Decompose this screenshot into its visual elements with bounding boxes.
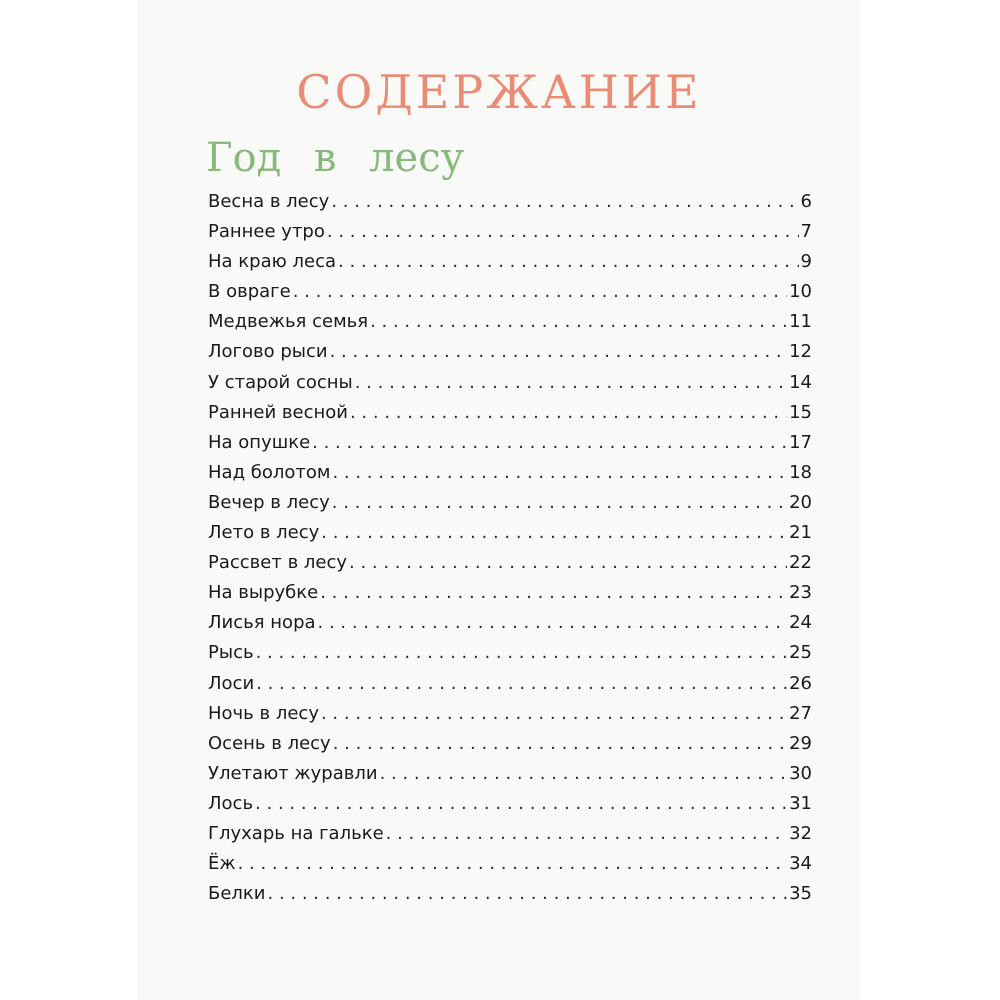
toc-entry-page: 18 [789,461,812,483]
toc-entry[interactable] [208,432,812,462]
toc-entry-title: Лисья нора [208,612,316,634]
dot-leader [268,883,788,904]
toc-entry[interactable] [208,372,812,402]
toc-entry-page: 7 [800,221,812,243]
toc-entry-title: На опушке [208,431,311,453]
dot-leader [355,372,787,393]
toc-entry-title: Над болотом [208,461,331,483]
dot-leader [318,612,788,633]
toc-entry[interactable] [208,311,812,341]
toc-entry[interactable] [208,552,812,582]
dot-leader [320,582,787,603]
dot-leader [256,673,787,694]
toc-entry[interactable] [208,251,812,281]
toc-entry[interactable] [208,191,812,221]
toc-entry-page: 6 [800,191,812,212]
toc-entry-title: Рассвет в лесу [208,552,348,574]
toc-entry-page: 24 [789,612,812,634]
dot-leader [238,853,788,874]
dot-leader [370,311,787,332]
toc-entry[interactable] [208,221,812,251]
page-title: СОДЕРЖАНИЕ [296,65,702,119]
toc-entry-title: Весна в лесу [208,191,330,212]
dot-leader [321,522,787,543]
toc-entry-page: 17 [789,431,812,453]
toc-entry-title: Глухарь на гальке [208,822,384,844]
toc-entry[interactable] [208,462,812,492]
toc-entry-title: Ночь в лесу [208,702,319,724]
toc-entry-page: 27 [789,702,812,724]
dot-leader [330,341,788,362]
toc-entry-page: 22 [789,552,812,574]
toc-entry-title: Ранней весной [208,401,348,423]
toc-entry[interactable] [208,733,812,763]
dot-leader [255,793,787,814]
toc-entry-title: На краю леса [208,251,336,273]
toc-entry-title: Улетают журавли [208,762,378,784]
toc-entry-page: 20 [789,491,812,513]
toc-entry-title: Вечер в лесу [208,491,330,513]
toc-entry[interactable] [208,492,812,522]
toc-entry[interactable] [208,522,812,552]
toc-entry-page: 31 [789,792,812,814]
toc-entry-title: Лоси [208,672,255,694]
toc-entry-title: Медвежья семья [208,311,369,333]
toc-entry-title: На вырубке [208,582,319,604]
toc-entry-title: Раннее утро [208,221,325,243]
dot-leader [350,402,787,423]
toc-entry-title: Логово рыси [208,341,328,363]
page-margin [860,0,1000,1000]
dot-leader [386,823,787,844]
toc-entry[interactable] [208,673,812,703]
dot-leader [312,432,787,453]
toc-entry-page: 14 [789,371,812,393]
toc-entry-page: 32 [789,822,812,844]
dot-leader [293,281,787,302]
toc-entry-title: Осень в лесу [208,732,331,754]
dot-leader [331,191,798,212]
dot-leader [327,221,799,242]
section-title: Год в лесу [206,135,465,181]
toc-entry[interactable] [208,402,812,432]
toc-entry-title: Рысь [208,642,254,664]
toc-entry-page: 30 [789,762,812,784]
toc-entry[interactable] [208,883,812,913]
toc-entry-title: Лось [208,792,254,814]
table-of-contents [208,191,812,913]
dot-leader [321,703,787,724]
toc-entry[interactable] [208,853,812,883]
toc-entry-title: Ёж [208,853,236,875]
toc-entry[interactable] [208,823,812,853]
toc-entry[interactable] [208,793,812,823]
toc-entry-page: 29 [789,732,812,754]
dot-leader [338,251,799,272]
toc-entry[interactable] [208,281,812,311]
dot-leader [333,733,787,754]
toc-entry-page: 25 [789,642,812,664]
toc-entry-page: 11 [789,311,812,333]
dot-leader [332,462,787,483]
dot-leader [256,642,788,663]
toc-entry-page: 9 [800,251,812,273]
toc-entry-page: 15 [789,401,812,423]
toc-entry-title: Лето в лесу [208,522,320,544]
toc-entry-page: 23 [789,582,812,604]
toc-entry[interactable] [208,703,812,733]
dot-leader [332,492,787,513]
toc-entry-page: 26 [789,672,812,694]
toc-entry-title: Белки [208,883,266,905]
dot-leader [380,763,788,784]
toc-entry-page: 35 [789,883,812,905]
toc-entry[interactable] [208,763,812,793]
dot-leader [349,552,787,573]
toc-entry[interactable] [208,612,812,642]
toc-entry[interactable] [208,582,812,612]
toc-entry-page: 21 [789,522,812,544]
toc-entry-page: 34 [789,853,812,875]
toc-entry-title: В овраге [208,281,291,303]
toc-entry[interactable] [208,341,812,371]
toc-entry-page: 12 [789,341,812,363]
toc-entry[interactable] [208,642,812,672]
toc-entry-page: 10 [789,281,812,303]
toc-entry-title: У старой сосны [208,371,353,393]
